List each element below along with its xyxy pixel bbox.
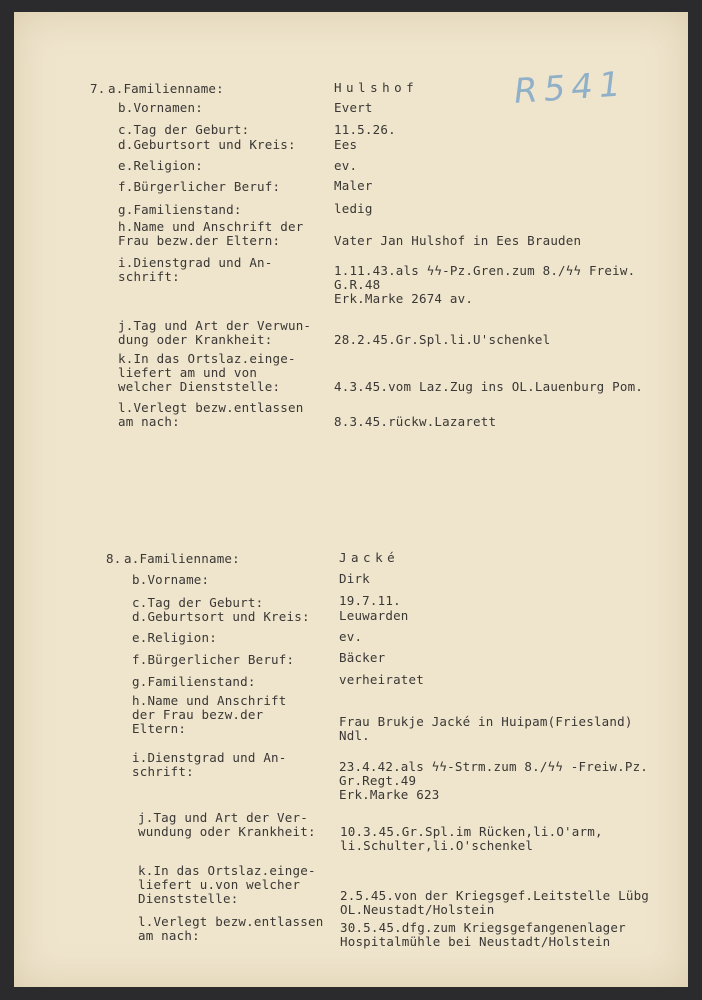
- entry-7-label-birth-date: c.Tag der Geburt:: [118, 122, 250, 137]
- entry-8-value-religion: ev.: [339, 629, 363, 644]
- document-page: [14, 12, 688, 987]
- entry-7-label-wound: j.Tag und Art der Verwun- dung oder Krankheit:: [118, 318, 312, 347]
- entry-8-value-rank: 23.4.42.als ϟϟ-Strm.zum 8./ϟϟ -Freiw.Pz. Gr.Regt.49 Erk.Marke 623: [339, 759, 649, 802]
- entry-7-label-first-names: b.Vornamen:: [118, 100, 203, 115]
- entry-7-value-transfer: 8.3.45.rückw.Lazarett: [334, 414, 497, 429]
- entry-8-number: 8.: [106, 551, 122, 566]
- archive-pencil-mark: [512, 64, 644, 112]
- entry-7-label-religion: e.Religion:: [118, 158, 203, 173]
- entry-7-value-rank: 1.11.43.als ϟϟ-Pz.Gren.zum 8./ϟϟ Freiw. G.R.48 Erk.Marke 2674 av.: [334, 263, 636, 306]
- entry-8-label-first-name: b.Vorname:: [132, 572, 210, 587]
- entry-8-label-birthplace: d.Geburtsort und Kreis:: [132, 609, 310, 624]
- entry-7-value-relatives: Vater Jan Hulshof in Ees Brauden: [334, 233, 582, 248]
- entry-7-label-rank: i.Dienstgrad und An- schrift:: [118, 255, 273, 284]
- entry-7-value-religion: ev.: [334, 158, 358, 173]
- entry-8-label-religion: e.Religion:: [132, 630, 217, 645]
- entry-7-value-first-names: Evert: [334, 100, 373, 115]
- entry-8-label-marital-status: g.Familienstand:: [132, 674, 256, 689]
- entry-7-label-admission: k.In das Ortslaz.einge- liefert am und von welcher Dienststelle:: [118, 351, 296, 394]
- entry-7-label-occupation: f.Bürgerlicher Beruf:: [118, 179, 281, 194]
- entry-8-value-marital-status: verheiratet: [339, 672, 424, 687]
- entry-7-value-occupation: Maler: [334, 178, 373, 193]
- entry-8-value-birthplace: Leuwarden: [339, 608, 409, 623]
- entry-7-value-surname: Hulshof: [334, 80, 419, 95]
- entry-8-label-surname: a.Familienname:: [124, 551, 240, 566]
- entry-7-label-marital-status: g.Familienstand:: [118, 202, 242, 217]
- entry-8-value-relatives: Frau Brukje Jacké in Huipam(Friesland) Ndl.: [339, 714, 633, 743]
- entry-8-label-rank: i.Dienstgrad und An- schrift:: [132, 750, 287, 779]
- entry-7-value-wound: 28.2.45.Gr.Spl.li.U'schenkel: [334, 332, 551, 347]
- entry-7-value-birth-date: 11.5.26.: [334, 122, 396, 137]
- entry-8-value-first-name: Dirk: [339, 571, 370, 586]
- entry-7-label-transfer: l.Verlegt bezw.entlassen am nach:: [118, 400, 304, 429]
- entry-8-label-transfer: l.Verlegt bezw.entlassen am nach:: [138, 914, 324, 943]
- archive-mark-text: R541: [512, 64, 628, 112]
- entry-8-value-surname: Jacké: [339, 550, 400, 565]
- entry-7-number: 7.: [90, 81, 106, 96]
- entry-7-label-birthplace: d.Geburtsort und Kreis:: [118, 137, 296, 152]
- entry-8-label-relatives: h.Name und Anschrift der Frau bezw.der Eltern:: [132, 693, 287, 736]
- entry-8-value-transfer: 30.5.45.dfg.zum Kriegsgefangenenlager Hospitalmühle bei Neustadt/Holstein: [340, 920, 626, 949]
- entry-8-value-wound: 10.3.45.Gr.Spl.im Rücken,li.O'arm, li.Schulter,li.O'schenkel: [340, 824, 603, 853]
- entry-8-label-birth-date: c.Tag der Geburt:: [132, 595, 264, 610]
- entry-8-label-wound: j.Tag und Art der Ver- wundung oder Krankheit:: [138, 810, 316, 839]
- entry-8-value-birth-date: 19.7.11.: [339, 593, 401, 608]
- entry-7-label-surname: a.Familienname:: [108, 81, 224, 96]
- entry-8-label-occupation: f.Bürgerlicher Beruf:: [132, 652, 295, 667]
- entry-8-value-occupation: Bäcker: [339, 650, 386, 665]
- entry-7-value-admission: 4.3.45.vom Laz.Zug ins OL.Lauenburg Pom.: [334, 379, 644, 394]
- entry-7-value-marital-status: ledig: [334, 201, 373, 216]
- entry-7-value-birthplace: Ees: [334, 137, 358, 152]
- entry-8-label-admission: k.In das Ortslaz.einge- liefert u.von welcher Dienststelle:: [138, 863, 316, 906]
- entry-7-label-relatives: h.Name und Anschrift der Frau bezw.der Eltern:: [118, 219, 304, 248]
- entry-8-value-admission: 2.5.45.von der Kriegsgef.Leitstelle Lübg OL.Neustadt/Holstein: [340, 888, 650, 917]
